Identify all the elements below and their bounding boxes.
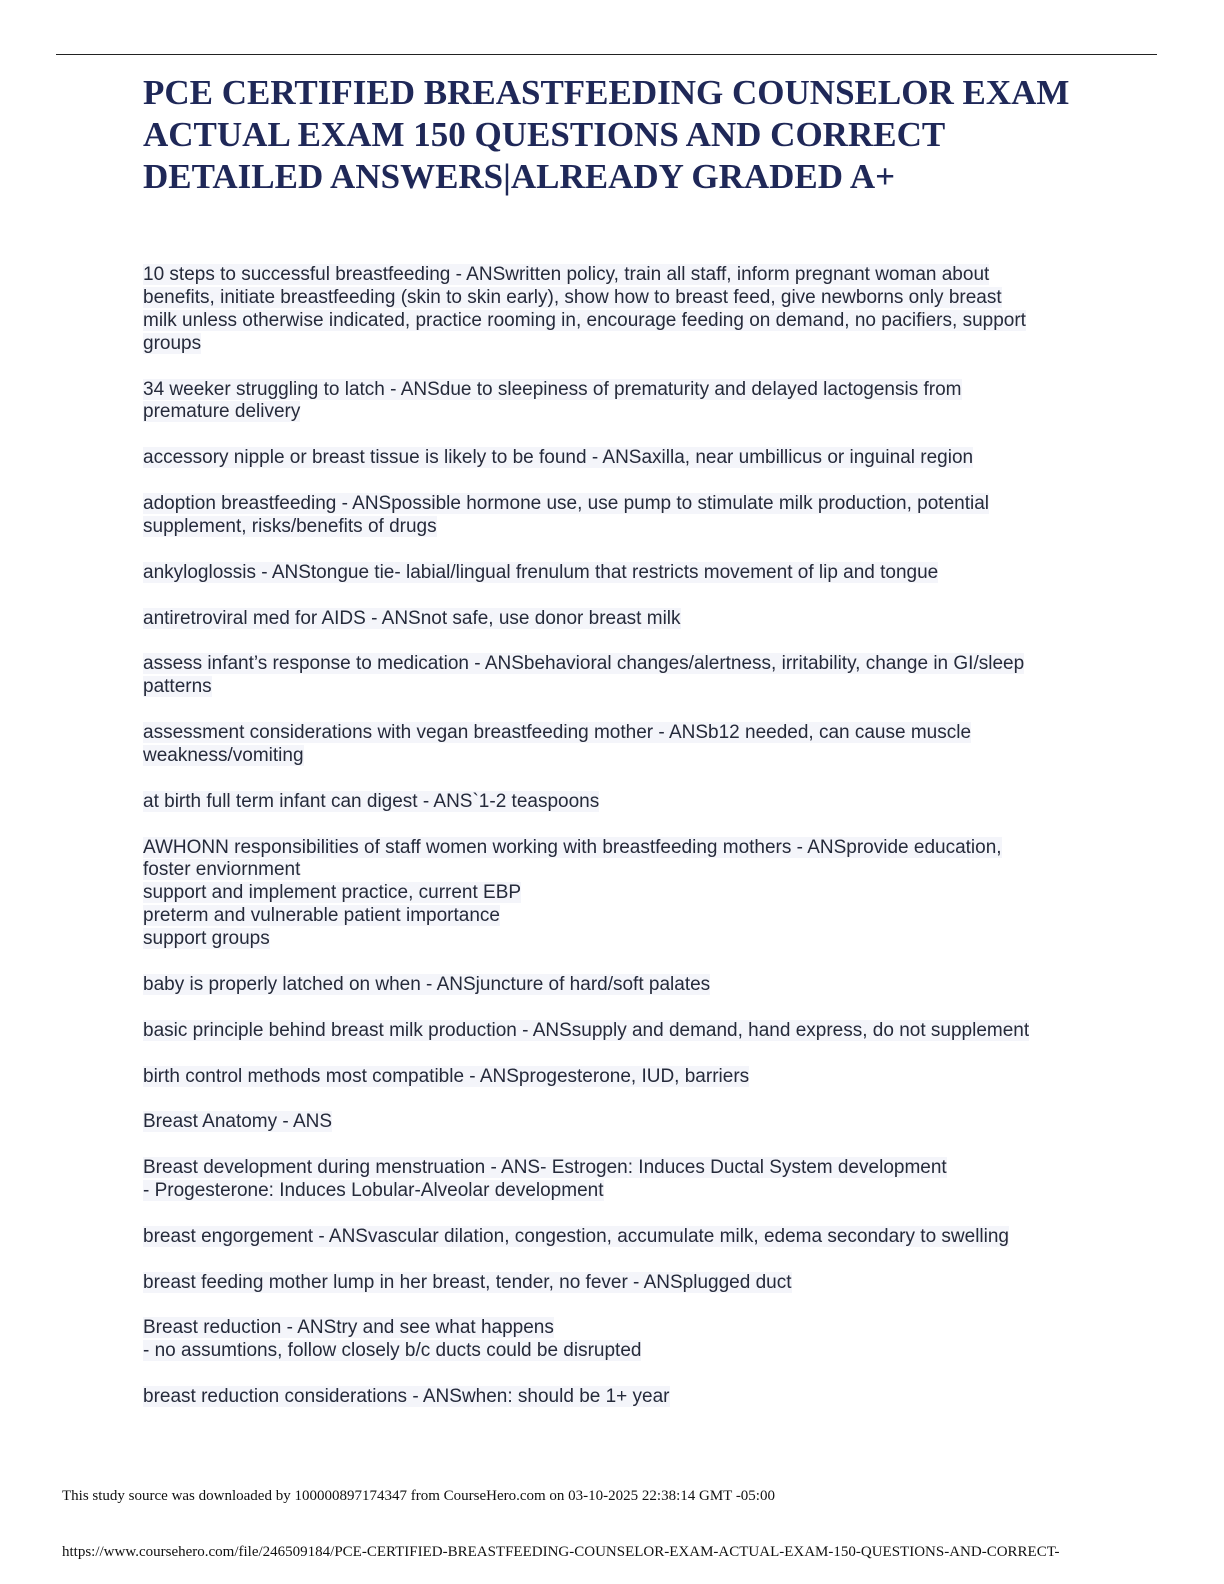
qa-entry-text: milk unless otherwise indicated, practice rooming in, encourage feeding on demand, no pacifiers, support (143, 309, 1026, 331)
qa-entry-text: patterns (143, 676, 212, 698)
qa-entry-line (143, 1020, 1103, 1043)
qa-entry-text: support groups (143, 928, 270, 950)
qa-entry-line (143, 1180, 1103, 1203)
qa-entry-line (143, 653, 1103, 676)
qa-entry (143, 1317, 1103, 1363)
qa-entry-line (143, 791, 1103, 814)
qa-entry-line (143, 1340, 1103, 1363)
qa-entry-line (143, 1226, 1103, 1249)
qa-entry-text: accessory nipple or breast tissue is likely to be found - ANSaxilla, near umbillicus or inguinal region (143, 447, 974, 469)
qa-entry-line (143, 493, 1103, 516)
qa-entry (143, 1272, 1103, 1295)
qa-entry-line (143, 379, 1103, 402)
qa-list (143, 264, 1103, 1432)
qa-entry-text: at birth full term infant can digest - ANS`1-2 teaspoons (143, 790, 600, 812)
qa-entry-line (143, 837, 1103, 860)
qa-entry-text: Breast reduction - ANStry and see what happens (143, 1317, 554, 1339)
qa-entry (143, 837, 1103, 952)
qa-entry-line (143, 722, 1103, 745)
qa-entry-text: assess infant’s response to medication - ANSbehavioral changes/alertness, irritability, change in GI/sleep (143, 653, 1025, 675)
header-rule (56, 54, 1157, 55)
qa-entry (143, 608, 1103, 631)
qa-entry-line (143, 264, 1103, 287)
qa-entry-line (143, 745, 1103, 768)
qa-entry-line (143, 310, 1103, 333)
qa-entry-text: 34 weeker struggling to latch - ANSdue to sleepiness of prematurity and delayed lactogensis from (143, 378, 962, 400)
qa-entry-line (143, 333, 1103, 356)
qa-entry (143, 264, 1103, 356)
qa-entry-text: basic principle behind breast milk production - ANSsupply and demand, hand express, do not supplement (143, 1019, 1030, 1041)
qa-entry (143, 1386, 1103, 1409)
qa-entry-text: AWHONN responsibilities of staff women working with breastfeeding mothers - ANSprovide education, (143, 836, 1002, 858)
qa-entry (143, 447, 1103, 470)
qa-entry-line (143, 1272, 1103, 1295)
qa-entry-text: foster enviornment (143, 859, 301, 881)
qa-entry-text: ankyloglossis - ANStongue tie- labial/lingual frenulum that restricts movement of lip and tongue (143, 561, 939, 583)
qa-entry-text: weakness/vomiting (143, 744, 304, 766)
qa-entry-text: - Progesterone: Induces Lobular-Alveolar development (143, 1180, 604, 1202)
qa-entry (143, 1066, 1103, 1089)
qa-entry-line (143, 447, 1103, 470)
qa-entry-text: baby is properly latched on when - ANSjuncture of hard/soft palates (143, 973, 711, 995)
qa-entry-text: breast reduction considerations - ANSwhen: should be 1+ year (143, 1386, 670, 1408)
qa-entry (143, 1157, 1103, 1203)
qa-entry-text: supplement, risks/benefits of drugs (143, 515, 437, 537)
qa-entry (143, 653, 1103, 699)
qa-entry-text: breast engorgement - ANSvascular dilation, congestion, accumulate milk, edema secondary to swelling (143, 1225, 1010, 1247)
qa-entry (143, 791, 1103, 814)
qa-entry-text: adoption breastfeeding - ANSpossible hormone use, use pump to stimulate milk production, potential (143, 493, 989, 515)
qa-entry-text: preterm and vulnerable patient importance (143, 905, 500, 927)
qa-entry-line (143, 1157, 1103, 1180)
qa-entry-line (143, 974, 1103, 997)
qa-entry (143, 1226, 1103, 1249)
download-source-note: This study source was downloaded by 100000897174347 from CourseHero.com on 03-10-2025 22:38:14 GMT -05:00 (62, 1488, 775, 1504)
qa-entry (143, 1020, 1103, 1043)
qa-entry (143, 379, 1103, 425)
qa-entry-line (143, 287, 1103, 310)
qa-entry (143, 1111, 1103, 1134)
qa-entry-line (143, 608, 1103, 631)
qa-entry-line (143, 882, 1103, 905)
qa-entry-line (143, 1066, 1103, 1089)
qa-entry-text: benefits, initiate breastfeeding (skin to skin early), show how to breast feed, give newborns only breast (143, 286, 1002, 308)
qa-entry-line (143, 401, 1103, 424)
qa-entry (143, 562, 1103, 585)
source-url[interactable]: https://www.coursehero.com/file/246509184/PCE-CERTIFIED-BREASTFEEDING-COUNSELOR-EXAM-ACTUAL-EXAM-150-QUESTIONS-AND-CORRECT- (62, 1544, 1060, 1560)
qa-entry-text: Breast Anatomy - ANS (143, 1111, 333, 1133)
document-title: PCE CERTIFIED BREASTFEEDING COUNSELOR EXAM ACTUAL EXAM 150 QUESTIONS AND CORRECT DETAILED ANSWERS|ALREADY GRADED A+ (143, 73, 1070, 196)
qa-entry-line (143, 905, 1103, 928)
qa-entry-text: premature delivery (143, 401, 301, 423)
qa-entry-text: birth control methods most compatible - ANSprogesterone, IUD, barriers (143, 1065, 750, 1087)
qa-entry-line (143, 928, 1103, 951)
qa-entry-text: assessment considerations with vegan breastfeeding mother - ANSb12 needed, can cause muscle (143, 722, 972, 744)
qa-entry-text: support and implement practice, current EBP (143, 882, 522, 904)
qa-entry-text: - no assumtions, follow closely b/c ducts could be disrupted (143, 1340, 642, 1362)
qa-entry-text: Breast development during menstruation - ANS- Estrogen: Induces Ductal System development (143, 1157, 947, 1179)
qa-entry-line (143, 859, 1103, 882)
qa-entry-line (143, 562, 1103, 585)
qa-entry-line (143, 676, 1103, 699)
qa-entry-text: 10 steps to successful breastfeeding - ANSwritten policy, train all staff, inform pregnant woman about (143, 264, 990, 285)
qa-entry-line (143, 1111, 1103, 1134)
qa-entry-text: breast feeding mother lump in her breast, tender, no fever - ANSplugged duct (143, 1271, 792, 1293)
qa-entry-text: groups (143, 332, 202, 354)
qa-entry (143, 974, 1103, 997)
qa-entry-text: antiretroviral med for AIDS - ANSnot safe, use donor breast milk (143, 607, 681, 629)
qa-entry-line (143, 1386, 1103, 1409)
qa-entry-line (143, 516, 1103, 539)
qa-entry-line (143, 1317, 1103, 1340)
qa-entry (143, 722, 1103, 768)
qa-entry (143, 493, 1103, 539)
